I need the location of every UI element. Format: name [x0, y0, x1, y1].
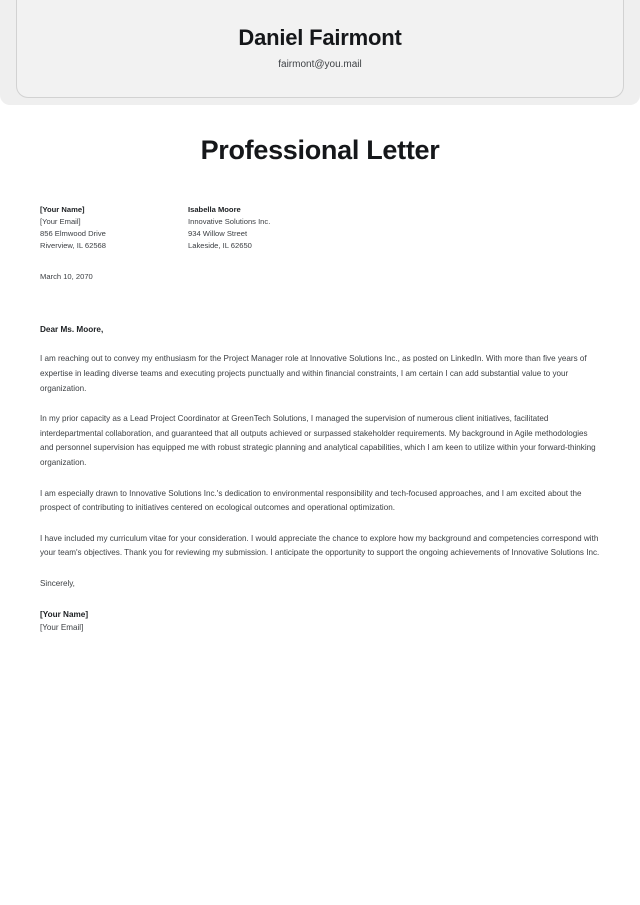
signature-block — [40, 608, 600, 635]
header-card — [16, 0, 624, 98]
body-paragraph-1: I am reaching out to convey my enthusiasm for the Project Manager role at Innovative Solutions Inc., as posted on LinkedIn. With more than five years of expertise in leading diverse teams and executing projects punctually and within financial constraints, I am certain I can add substantial value to your organization. — [40, 354, 587, 393]
recipient-street: 934 Willow Street — [188, 229, 248, 239]
page-title: Professional Letter — [200, 135, 440, 165]
recipient-city-state-zip: Lakeside, IL 62650 — [188, 241, 252, 251]
letter-body — [40, 204, 600, 635]
recipient-address — [188, 204, 448, 252]
header-band — [0, 0, 640, 105]
sender-name: [Your Name] — [40, 205, 85, 214]
header-name: Daniel Fairmont — [238, 25, 402, 51]
sender-address — [40, 204, 188, 252]
signature-email: [Your Email] — [40, 623, 84, 633]
sender-email: [Your Email] — [40, 217, 81, 227]
signature-name: [Your Name] — [40, 609, 89, 619]
header-email: fairmont@you.mail — [278, 58, 362, 70]
recipient-company: Innovative Solutions Inc. — [188, 217, 271, 227]
sender-street: 856 Elmwood Drive — [40, 229, 106, 239]
salutation: Dear Ms. Moore, — [40, 325, 104, 335]
body-paragraph-3: I am especially drawn to Innovative Solutions Inc.'s dedication to environmental responsibility and tech-focused approaches, and I am excited about the prospect of contributing to initiatives centered on ecological outcomes and operational optimization. — [40, 488, 582, 513]
letter-date: March 10, 2070 — [40, 272, 93, 282]
recipient-name: Isabella Moore — [188, 205, 241, 214]
sender-city-state-zip: Riverview, IL 62568 — [40, 241, 106, 251]
address-block — [40, 204, 600, 252]
closing-line: Sincerely, — [40, 579, 75, 588]
body-paragraph-4: I have included my curriculum vitae for your consideration. I would appreciate the chance to explore how my background and competencies correspond with your team's objectives. Thank you for reviewing my submission. I anticipate the opportunity to support the ongoing achievements of Innovative Solutions Inc. — [40, 533, 600, 558]
body-paragraph-2: In my prior capacity as a Lead Project Coordinator at GreenTech Solutions, I managed the supervision of numerous client initiatives, facilitated interdepartmental collaboration, and guaranteed that all outputs achieved or surpassed stakeholder requirements. My background in Agile methodologies and personnel supervision has equipped me with robust strategic planning and analytical capabilities, which I am keen to utilize within your forward-thinking organization. — [40, 414, 596, 468]
